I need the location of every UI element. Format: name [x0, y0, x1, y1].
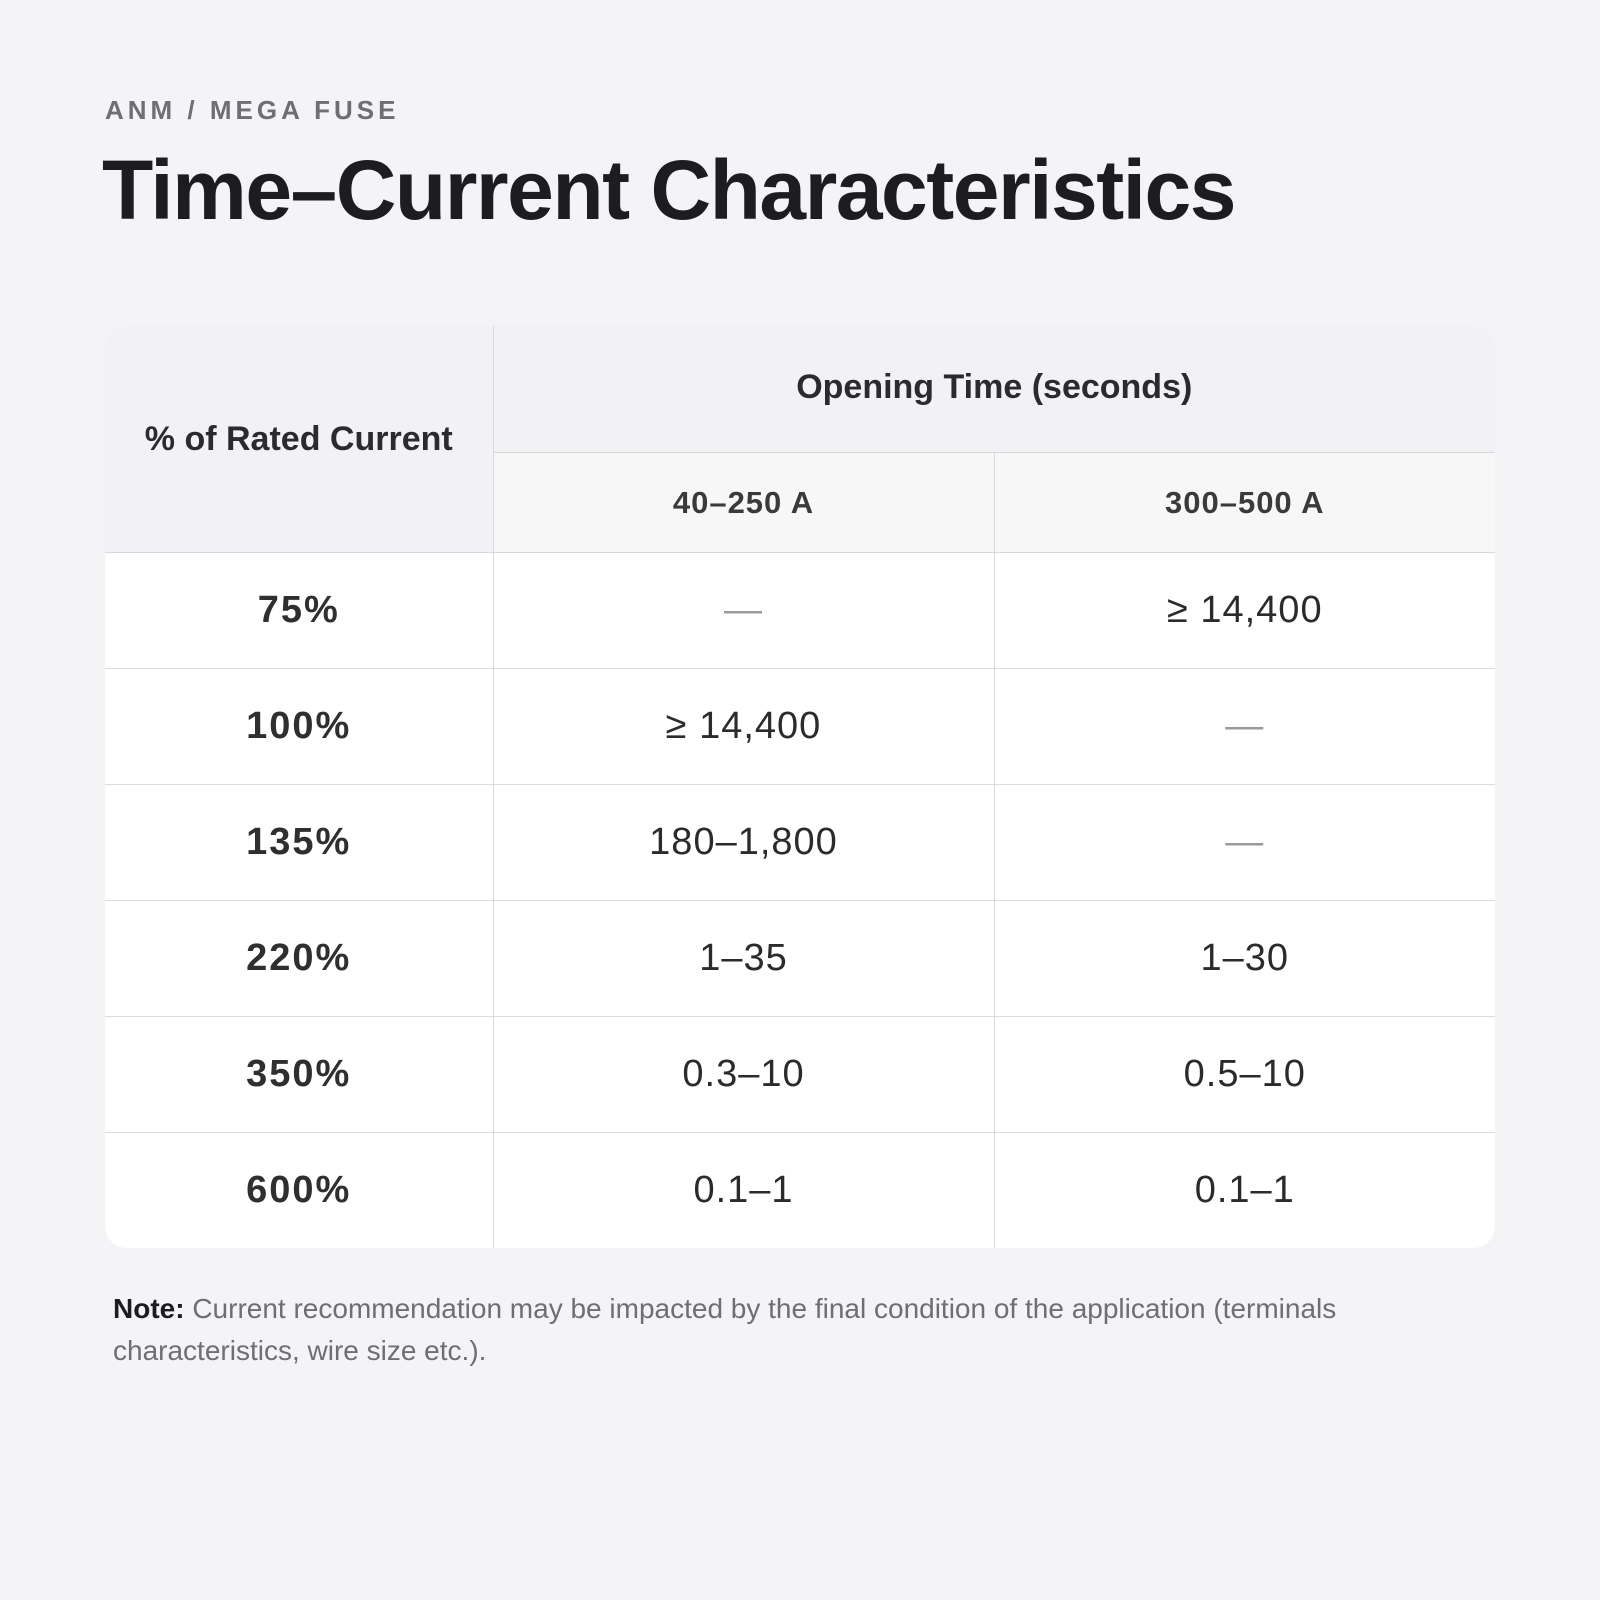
opening-time-cell: 0.3–10 [493, 1017, 994, 1133]
opening-time-cell: — [493, 553, 994, 669]
table-row [105, 1133, 1495, 1249]
column-header-40-250a: 40–250 A [493, 453, 994, 553]
opening-time-cell: 1–30 [994, 901, 1495, 1017]
opening-time-cell: — [994, 669, 1495, 785]
characteristics-table-card [105, 326, 1495, 1248]
table-row [105, 1017, 1495, 1133]
opening-time-group-header: Opening Time (seconds) [493, 326, 1495, 453]
opening-time-cell: 0.5–10 [994, 1017, 1495, 1133]
footnote-label: Note: [113, 1293, 185, 1324]
rated-current-column-header: % of Rated Current [105, 326, 493, 553]
footnote [113, 1288, 1493, 1372]
opening-time-cell: 180–1,800 [493, 785, 994, 901]
table-row [105, 553, 1495, 669]
rated-current-cell: 220% [105, 901, 493, 1017]
rated-current-cell: 350% [105, 1017, 493, 1133]
characteristics-table [105, 326, 1495, 1248]
table-row [105, 785, 1495, 901]
footnote-text: Current recommendation may be impacted by the final condition of the application (terminals characteristics, wire size etc.). [113, 1293, 1337, 1366]
table-row [105, 901, 1495, 1017]
rated-current-cell: 600% [105, 1133, 493, 1249]
opening-time-cell: — [994, 785, 1495, 901]
opening-time-cell: ≥ 14,400 [493, 669, 994, 785]
rated-current-cell: 75% [105, 553, 493, 669]
opening-time-cell: ≥ 14,400 [994, 553, 1495, 669]
opening-time-cell: 0.1–1 [693, 1169, 794, 1211]
opening-time-cell: 1–35 [493, 901, 994, 1017]
opening-time-cell: 0.1–1 [994, 1133, 1495, 1249]
column-header-300-500a: 300–500 A [994, 453, 1495, 553]
rated-current-cell: 100% [105, 669, 493, 785]
breadcrumb: ANM / MEGA FUSE [105, 95, 400, 125]
rated-current-cell: 135% [105, 785, 493, 901]
page [102, 92, 1495, 1372]
table-row [105, 669, 1495, 785]
page-title: Time–Current Characteristics [102, 143, 1235, 237]
